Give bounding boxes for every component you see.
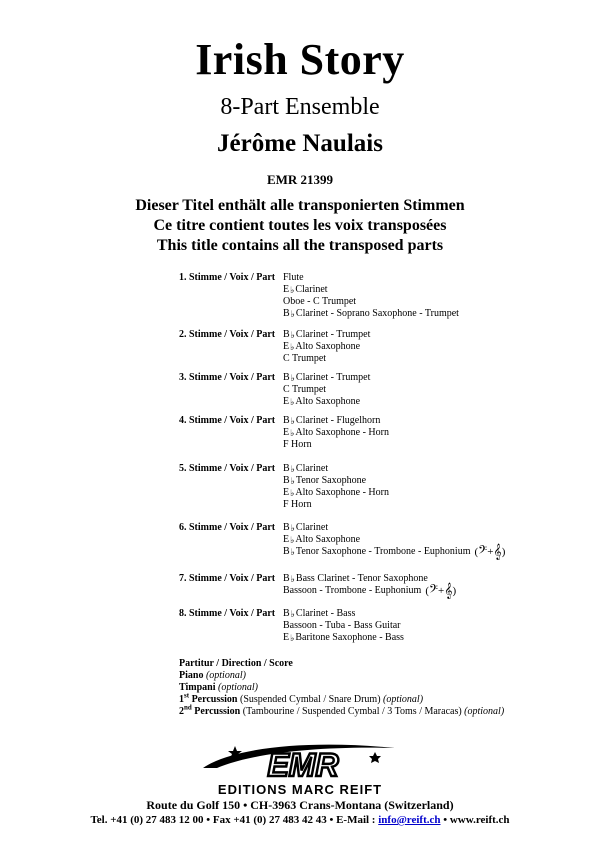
key-letter: B	[283, 608, 290, 619]
flat-symbol: ♭	[290, 330, 295, 340]
instrument-item	[283, 308, 459, 320]
score-piano: Piano (optional)	[179, 670, 246, 681]
instrument-list	[283, 573, 456, 597]
instrument-name: Alto Saxophone - Horn	[295, 487, 389, 498]
instrument-name: Bassoon - Tuba - Bass Guitar	[283, 620, 401, 631]
key-letter: B	[283, 463, 290, 474]
part-label: 6. Stimme / Voix / Part	[179, 522, 276, 533]
instrument-item	[283, 620, 404, 632]
instrument-name: Clarinet	[295, 284, 328, 295]
flat-symbol: ♭	[290, 574, 295, 584]
flat-symbol: ♭	[290, 428, 295, 438]
plus-sign: +	[487, 546, 494, 558]
flat-symbol: ♭	[290, 397, 295, 407]
flat-symbol: ♭	[290, 535, 295, 545]
logo-star-right	[369, 752, 381, 763]
clef-indicator: ( 𝄢 + 𝄞 )	[474, 544, 506, 560]
instrument-name: F Horn	[283, 439, 312, 450]
instrument-item	[283, 632, 404, 644]
instrument-name: Oboe - C Trumpet	[283, 296, 357, 307]
instrument-name: Clarinet - Trumpet	[295, 372, 371, 383]
instrument-item	[283, 427, 389, 439]
instrument-list	[283, 329, 370, 365]
part-label: 3. Stimme / Voix / Part	[179, 372, 276, 383]
clef-indicator: ( 𝄢 + 𝄞 )	[425, 583, 457, 599]
key-letter: E	[283, 534, 290, 545]
part-label: 4. Stimme / Voix / Part	[179, 415, 276, 426]
key-letter: B	[283, 415, 290, 426]
website: • www.reift.ch	[443, 814, 510, 826]
title: Irish Story	[195, 35, 405, 84]
composer: Jérôme Naulais	[217, 130, 383, 157]
instrument-list	[283, 272, 459, 320]
key-letter: B	[283, 475, 290, 486]
instrument-name: Bassoon - Trombone - Euphonium	[283, 585, 422, 596]
address: Route du Golf 150 • CH-3963 Crans-Montana (Switzerland)	[146, 798, 454, 812]
instrument-item	[283, 353, 370, 365]
flat-symbol: ♭	[290, 476, 295, 486]
flat-symbol: ♭	[290, 633, 295, 643]
instrument-item	[283, 415, 389, 427]
flat-symbol: ♭	[290, 609, 295, 619]
flat-symbol: ♭	[290, 309, 295, 319]
key-letter: E	[283, 632, 290, 643]
instrument-item	[283, 608, 404, 620]
logo-publisher: EDITIONS MARC REIFT	[217, 782, 383, 796]
instrument-name: Alto Saxophone	[295, 396, 361, 407]
treble-clef-icon: 𝄞	[493, 544, 502, 560]
score-timpani: Timpani (optional)	[179, 682, 258, 693]
instrument-list	[283, 522, 505, 558]
instrument-item	[283, 372, 370, 384]
instrument-name: C Trumpet	[283, 353, 327, 364]
flat-symbol: ♭	[290, 342, 295, 352]
part-label: 1. Stimme / Voix / Part	[179, 272, 276, 283]
key-letter: E	[283, 341, 290, 352]
instrument-name: Clarinet - Bass	[295, 608, 356, 619]
flat-symbol: ♭	[290, 547, 295, 557]
instrument-list	[283, 415, 389, 451]
instrument-name: Alto Saxophone	[295, 341, 361, 352]
instrument-name: F Horn	[283, 499, 312, 510]
instrument-item	[283, 534, 505, 546]
note-german: Dieser Titel enthält alle transponierten Stimmen	[135, 197, 465, 214]
subtitle: 8-Part Ensemble	[220, 94, 380, 120]
bass-clef-icon: 𝄢	[478, 544, 488, 560]
instrument-item	[283, 284, 459, 296]
instrument-item	[283, 475, 389, 487]
instrument-list	[283, 372, 370, 408]
part-label: 7. Stimme / Voix / Part	[179, 573, 276, 584]
instrument-list	[283, 608, 404, 644]
instrument-name: Baritone Saxophone - Bass	[295, 632, 404, 643]
instrument-name: Alto Saxophone - Horn	[295, 427, 389, 438]
instrument-name: Tenor Saxophone	[295, 475, 367, 486]
score-percussion-1: 1st Percussion (Suspended Cymbal / Snare Drum) (optional)	[179, 691, 424, 705]
key-letter: B	[283, 546, 290, 557]
instrument-item	[283, 463, 389, 475]
instrument-item	[283, 341, 370, 353]
plus-sign: +	[438, 585, 445, 597]
part-label: 2. Stimme / Voix / Part	[179, 329, 276, 340]
contact-line: Tel. +41 (0) 27 483 12 00 • Fax +41 (0) 27 483 42 43 • E-Mail : info@reift.ch • www.reift.ch	[90, 814, 510, 826]
instrument-name: Clarinet - Flugelhorn	[295, 415, 381, 426]
flat-symbol: ♭	[290, 488, 295, 498]
email-link[interactable]: info@reift.ch	[378, 814, 441, 826]
flat-symbol: ♭	[290, 285, 295, 295]
emr-logo	[195, 738, 405, 796]
flat-symbol: ♭	[290, 523, 295, 533]
part-label: 8. Stimme / Voix / Part	[179, 608, 276, 619]
instrument-item	[283, 396, 370, 408]
score-heading: Partitur / Direction / Score	[179, 658, 293, 669]
instrument-item	[283, 487, 389, 499]
key-letter: B	[283, 573, 290, 584]
instrument-item	[283, 546, 505, 558]
instrument-name: Tenor Saxophone - Trombone - Euphonium	[295, 546, 471, 557]
score-section	[179, 658, 504, 718]
instrument-name: Clarinet	[295, 522, 329, 533]
key-letter: B	[283, 522, 290, 533]
key-letter: E	[283, 487, 290, 498]
instrument-name: C Trumpet	[283, 384, 327, 395]
key-letter: E	[283, 427, 290, 438]
key-letter: E	[283, 284, 290, 295]
note-french: Ce titre contient toutes les voix transposées	[153, 217, 447, 234]
flat-symbol: ♭	[290, 373, 295, 383]
instrument-item	[283, 296, 459, 308]
flat-symbol: ♭	[290, 416, 295, 426]
instrument-name: Bass Clarinet - Tenor Saxophone	[295, 573, 428, 584]
catalog-number: EMR 21399	[266, 172, 334, 187]
instrument-item	[283, 329, 370, 341]
key-letter: B	[283, 308, 290, 319]
instrument-item	[283, 439, 389, 451]
logo-mark: EMR	[267, 747, 339, 783]
instrument-item	[283, 585, 456, 597]
flat-symbol: ♭	[290, 464, 295, 474]
instrument-name: Alto Saxophone	[295, 534, 361, 545]
score-percussion-2: 2nd Percussion (Tambourine / Suspended Cymbal / 3 Toms / Maracas) (optional)	[179, 703, 505, 717]
instrument-name: Clarinet - Trumpet	[295, 329, 371, 340]
treble-clef-icon: 𝄞	[444, 583, 453, 599]
key-letter: E	[283, 396, 290, 407]
instrument-item	[283, 522, 505, 534]
instrument-list	[283, 463, 389, 511]
instrument-item	[283, 499, 389, 511]
instrument-name: Clarinet	[295, 463, 329, 474]
key-letter: B	[283, 372, 290, 383]
note-english: This title contains all the transposed parts	[156, 237, 444, 254]
key-letter: B	[283, 329, 290, 340]
instrument-name: Flute	[283, 272, 304, 283]
instrument-name: Clarinet - Soprano Saxophone - Trumpet	[295, 308, 459, 319]
instrument-item	[283, 384, 370, 396]
part-label: 5. Stimme / Voix / Part	[179, 463, 276, 474]
bass-clef-icon: 𝄢	[429, 583, 439, 599]
instrument-item	[283, 272, 459, 284]
